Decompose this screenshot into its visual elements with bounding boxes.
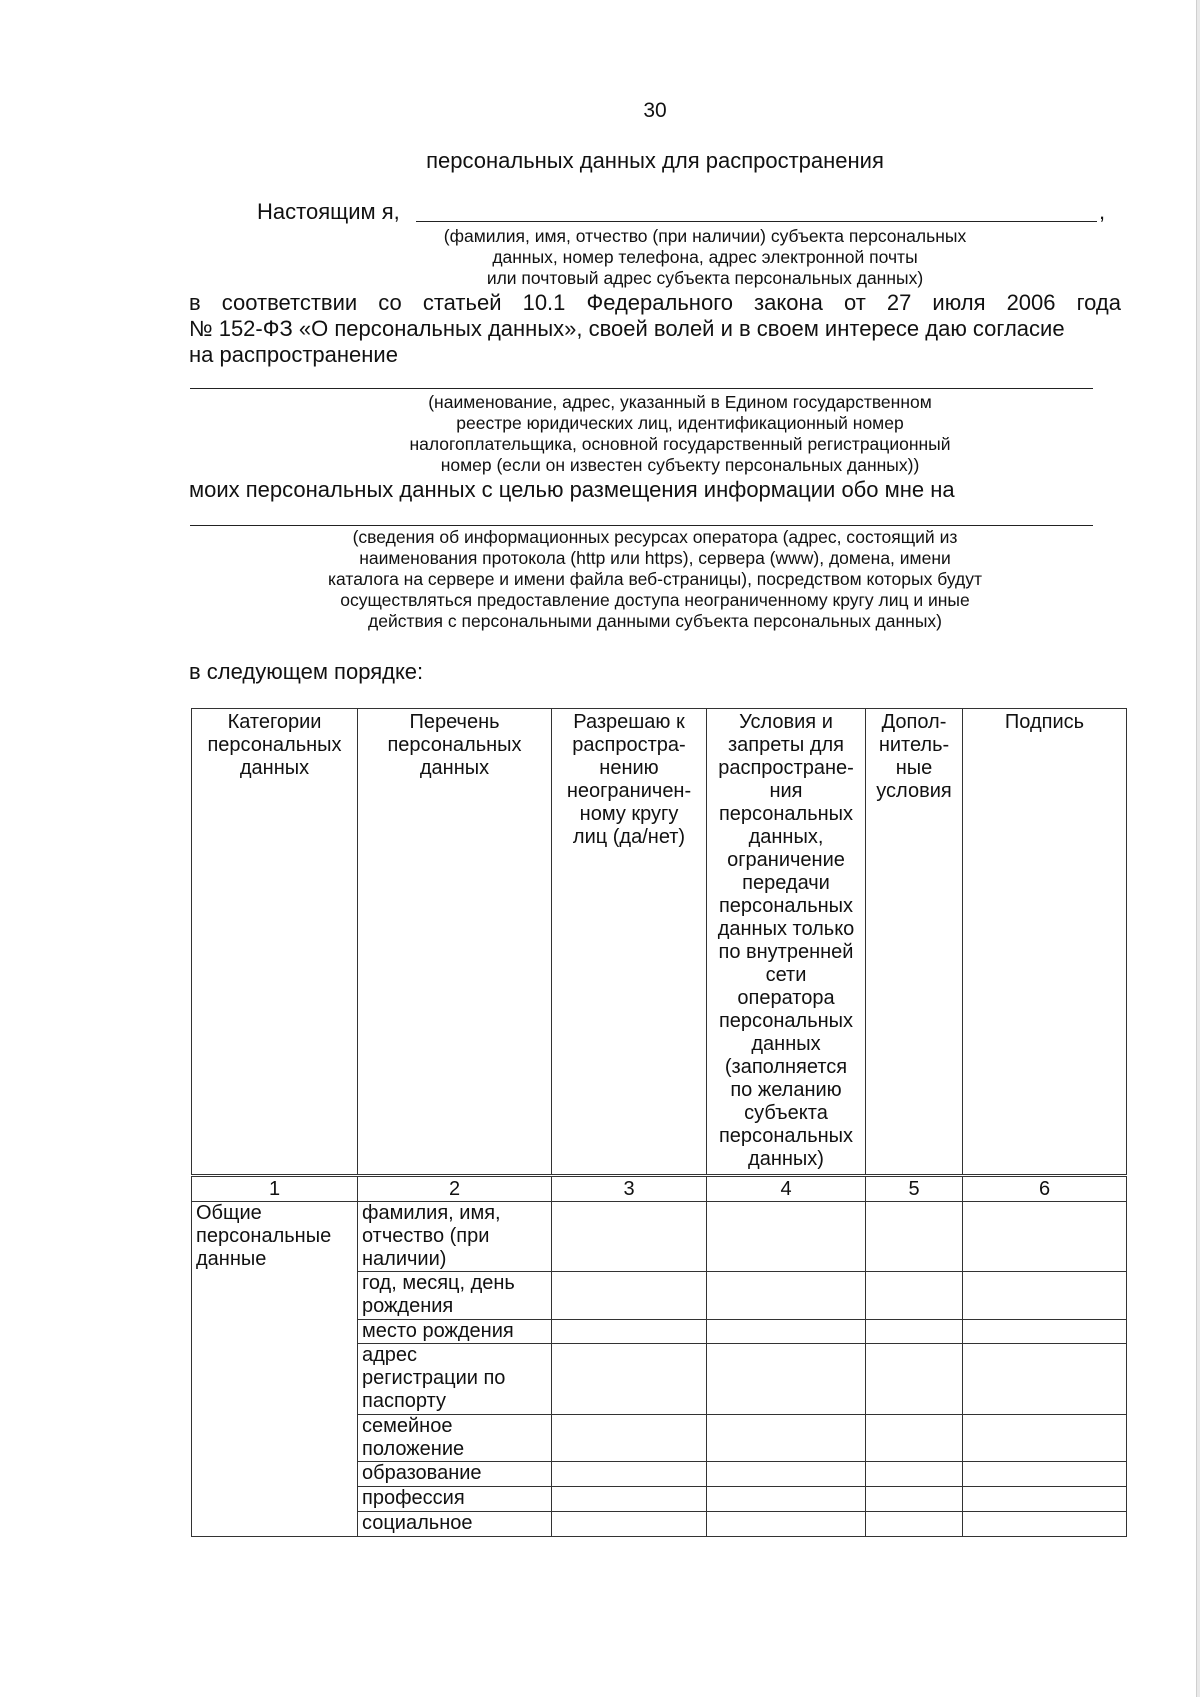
page-number: 30	[643, 99, 667, 122]
permission-cell[interactable]	[552, 1415, 707, 1462]
data-item-line: отчество (при	[362, 1225, 490, 1247]
permission-cell[interactable]	[552, 1202, 707, 1272]
consent-table	[191, 708, 1127, 1537]
data-item-cell	[358, 1202, 552, 1272]
column-number: 6	[963, 1176, 1127, 1202]
law-line-1-word: 2006	[1006, 290, 1056, 315]
law-line-1-word: 27	[886, 290, 912, 315]
column-number: 1	[192, 1176, 358, 1202]
conditions-cell[interactable]	[707, 1462, 866, 1487]
law-line-1-word: закона	[754, 290, 823, 315]
signature-cell[interactable]	[963, 1487, 1127, 1512]
header-line: запреты для	[728, 734, 844, 756]
header-conditions	[707, 709, 866, 1176]
operator-note-line: реестре юридических лиц, идентификационный номер	[456, 413, 904, 433]
law-line-1-word: статьей	[422, 290, 502, 315]
data-item-cell	[358, 1272, 552, 1320]
conditions-cell[interactable]	[707, 1512, 866, 1537]
header-line: данных только	[717, 918, 855, 940]
permission-cell[interactable]	[552, 1344, 707, 1415]
purpose-text: моих персональных данных с целью размещения информации обо мне на	[189, 477, 955, 502]
header-line: Условия и	[739, 711, 833, 733]
conditions-cell[interactable]	[707, 1344, 866, 1415]
subject-note-line: (фамилия, имя, отчество (при наличии) субъекта персональных	[443, 226, 967, 246]
column-number: 5	[866, 1176, 963, 1202]
data-item-line: рождения	[362, 1295, 454, 1317]
permission-cell[interactable]	[552, 1272, 707, 1320]
header-line: ные	[895, 757, 933, 779]
additional-cell[interactable]	[866, 1320, 963, 1344]
data-item-line: паспорту	[362, 1390, 446, 1412]
column-number: 3	[552, 1176, 707, 1202]
additional-cell[interactable]	[866, 1462, 963, 1487]
column-number-row	[192, 1176, 1127, 1202]
header-line: распростра-	[572, 734, 686, 756]
header-data-list	[358, 709, 552, 1176]
category-line: данные	[196, 1248, 267, 1270]
header-line: (заполняется	[724, 1056, 848, 1078]
header-line: оператора	[737, 987, 835, 1009]
header-signature	[963, 709, 1127, 1176]
data-item-cell	[358, 1344, 552, 1415]
header-line: ному кругу	[579, 803, 679, 825]
law-line-1-word: 10.1	[522, 290, 566, 315]
additional-cell[interactable]	[866, 1344, 963, 1415]
permission-cell[interactable]	[552, 1462, 707, 1487]
resources-note-line: каталога на сервере и имени файла веб-страницы), посредством которых будут	[327, 569, 982, 589]
header-line: персональных	[207, 734, 342, 756]
signature-cell[interactable]	[963, 1202, 1127, 1272]
data-item-cell	[358, 1320, 552, 1344]
continuation-title: персональных данных для распространения	[426, 148, 884, 173]
law-line-2: № 152-ФЗ «О персональных данных», своей волей и в своем интересе даю согласие	[189, 316, 1065, 341]
conditions-cell[interactable]	[707, 1415, 866, 1462]
data-item-line: место рождения	[362, 1320, 514, 1342]
header-line: по желанию	[730, 1079, 842, 1101]
header-line: субъекта	[744, 1102, 828, 1124]
law-line-1-word: июля	[932, 290, 986, 315]
subject-note	[390, 226, 1020, 289]
data-item-line: регистрации по	[362, 1367, 506, 1389]
law-line-1-word: со	[378, 290, 402, 315]
resources-note-line: наименования протокола (http или https), сервера (www), домена, имени	[359, 548, 951, 568]
header-line: передачи	[742, 872, 830, 894]
permission-cell[interactable]	[552, 1487, 707, 1512]
header-line: Подпись	[1004, 711, 1085, 733]
header-line: Перечень	[409, 711, 500, 733]
header-line: данных	[239, 757, 310, 779]
law-line-1	[189, 290, 1121, 316]
header-line: данных	[751, 1033, 821, 1055]
operator-note-line: номер (если он известен субъекту персональных данных))	[440, 455, 920, 475]
conditions-cell[interactable]	[707, 1202, 866, 1272]
header-line: персональных	[387, 734, 522, 756]
header-line: данных)	[748, 1148, 824, 1170]
header-line: по внутренней	[718, 941, 854, 963]
header-line: персональных	[718, 803, 854, 825]
data-item-line: образование	[362, 1462, 482, 1484]
column-number: 4	[707, 1176, 866, 1202]
conditions-cell[interactable]	[707, 1320, 866, 1344]
header-line: данных,	[748, 826, 824, 848]
data-item-cell	[358, 1462, 552, 1487]
resources-note	[270, 527, 1040, 632]
table-row	[192, 1202, 1127, 1272]
header-line: Допол-	[881, 711, 947, 733]
header-line: нению	[599, 757, 659, 779]
data-item-line: профессия	[362, 1487, 465, 1509]
header-line: персональных	[718, 895, 854, 917]
additional-cell[interactable]	[866, 1415, 963, 1462]
signature-cell[interactable]	[963, 1272, 1127, 1320]
additional-cell[interactable]	[866, 1512, 963, 1537]
law-line-3: на распространение	[189, 342, 398, 367]
law-line-1-word: в	[189, 290, 201, 315]
header-line: ния	[769, 780, 803, 802]
additional-cell[interactable]	[866, 1487, 963, 1512]
data-item-cell	[358, 1512, 552, 1537]
data-item-line: фамилия, имя,	[362, 1202, 501, 1224]
additional-cell[interactable]	[866, 1202, 963, 1272]
conditions-cell[interactable]	[707, 1487, 866, 1512]
data-item-line: семейное	[362, 1415, 453, 1437]
operator-fill-line[interactable]	[190, 388, 1093, 389]
header-categories	[192, 709, 358, 1176]
law-line-1-word: от	[843, 290, 866, 315]
law-line-1-word: Федерального	[586, 290, 733, 315]
resources-fill-line[interactable]	[190, 525, 1093, 526]
header-line: персональных	[718, 1010, 854, 1032]
category-line: персональные	[196, 1225, 332, 1247]
conditions-cell[interactable]	[707, 1272, 866, 1320]
header-line: сети	[765, 964, 807, 986]
subject-note-line: или почтовый адрес субъекта персональных данных)	[486, 268, 924, 288]
header-line: ограничение	[727, 849, 845, 871]
operator-note-line: (наименование, адрес, указанный в Едином государственном	[428, 392, 932, 412]
data-item-line: положение	[362, 1438, 465, 1460]
data-item-line: социальное	[362, 1512, 473, 1534]
order-text: в следующем порядке:	[189, 659, 424, 684]
data-item-line: адрес	[362, 1344, 418, 1366]
header-line: условия	[876, 780, 952, 802]
header-line: неограничен-	[566, 780, 692, 802]
intro-text: Настоящим я,	[257, 199, 400, 224]
signature-cell[interactable]	[963, 1512, 1127, 1537]
signature-cell[interactable]	[963, 1415, 1127, 1462]
column-number: 2	[358, 1176, 552, 1202]
subject-note-line: данных, номер телефона, адрес электронной почты	[492, 247, 918, 267]
intro-comma: ,	[1099, 199, 1106, 224]
header-permission	[552, 709, 707, 1176]
additional-cell[interactable]	[866, 1272, 963, 1320]
header-line: Разрешаю к	[573, 711, 685, 733]
resources-note-line: (сведения об информационных ресурсах оператора (адрес, состоящий из	[352, 527, 958, 547]
data-item-line: год, месяц, день	[362, 1272, 515, 1294]
signature-cell[interactable]	[963, 1462, 1127, 1487]
data-item-cell	[358, 1415, 552, 1462]
subject-fill-line[interactable]	[416, 221, 1097, 222]
header-line: распростране-	[718, 757, 854, 779]
resources-note-line: осуществляться предоставление доступа неограниченному кругу лиц и иные	[340, 590, 970, 610]
category-line: Общие	[196, 1202, 262, 1224]
signature-cell[interactable]	[963, 1320, 1127, 1344]
header-line: данных	[419, 757, 490, 779]
category-cell	[192, 1202, 358, 1537]
header-line: нитель-	[878, 734, 950, 756]
operator-note-line: налогоплательщика, основной государственный регистрационный	[409, 434, 951, 454]
permission-cell[interactable]	[552, 1512, 707, 1537]
signature-cell[interactable]	[963, 1344, 1127, 1415]
header-additional	[866, 709, 963, 1176]
table-header-row	[192, 709, 1127, 1176]
header-line: лиц (да/нет)	[572, 826, 686, 848]
permission-cell[interactable]	[552, 1320, 707, 1344]
law-line-1-word: года	[1076, 290, 1121, 315]
law-line-1-word: соответствии	[221, 290, 358, 315]
data-item-line: наличии)	[362, 1248, 447, 1270]
operator-note	[360, 392, 1000, 476]
resources-note-line: действия с персональными данными субъекта персональных данных)	[368, 611, 942, 631]
header-line: персональных	[718, 1125, 854, 1147]
header-line: Категории	[227, 711, 322, 733]
data-item-cell	[358, 1487, 552, 1512]
law-paragraph	[189, 290, 1121, 368]
